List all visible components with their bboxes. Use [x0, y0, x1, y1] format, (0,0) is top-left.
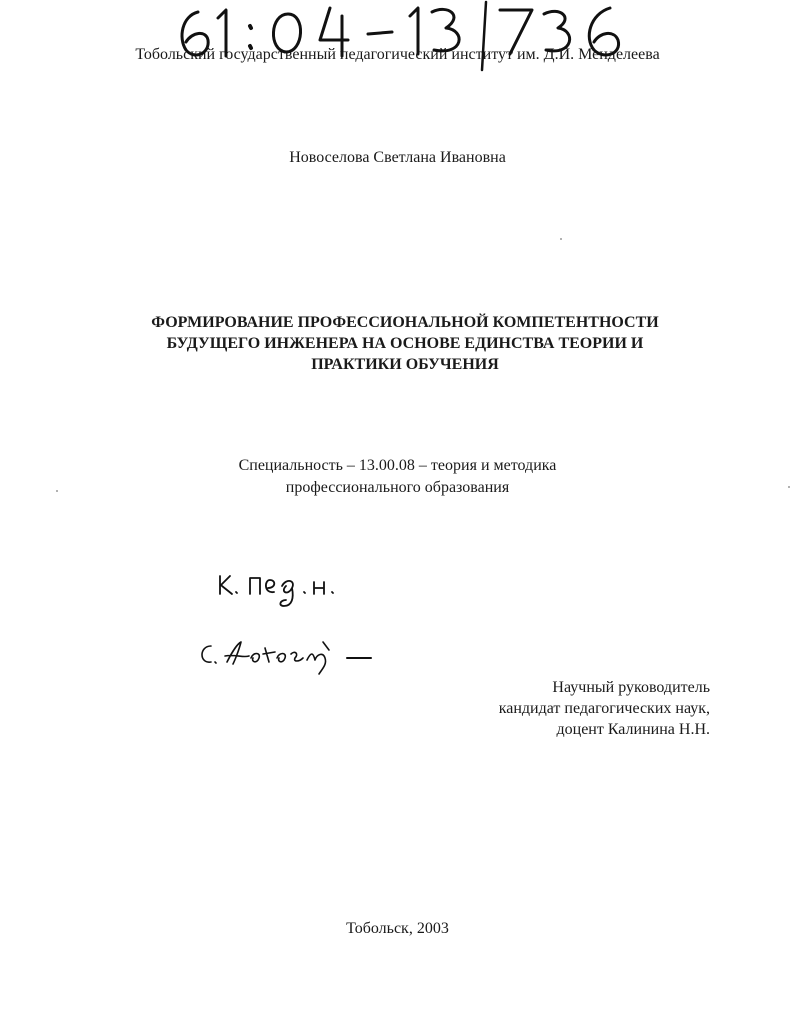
- archive-number-stamp: [170, 0, 640, 74]
- handwritten-signature: [195, 630, 385, 680]
- author-name: Новоселова Светлана Ивановна: [289, 149, 506, 166]
- scan-speck: [56, 490, 58, 492]
- signature-scribble: [195, 630, 385, 680]
- specialty: [0, 455, 795, 499]
- scan-speck: [560, 238, 562, 240]
- handwritten-degree-note: [210, 562, 350, 612]
- title-line: ФОРМИРОВАНИЕ ПРОФЕССИОНАЛЬНОЙ КОМПЕТЕНТНОСТИ: [151, 314, 659, 331]
- city-year: Тобольск, 2003: [346, 920, 449, 937]
- supervisor-degree: кандидат педагогических наук,: [498, 700, 710, 717]
- institution-name: Тобольский государственный педагогический институт им. Д.И. Менделеева: [135, 46, 660, 63]
- title-line: БУДУЩЕГО ИНЖЕНЕРА НА ОСНОВЕ ЕДИНСТВА ТЕОРИИ И: [166, 335, 644, 352]
- supervisor-name: доцент Калинина Н.Н.: [556, 721, 710, 738]
- archive-number-handwritten: [170, 0, 640, 74]
- supervisor-role: Научный руководитель: [552, 679, 710, 696]
- scan-speck: [788, 486, 790, 488]
- handwritten-degree-scribble: [210, 562, 350, 612]
- specialty-line-2: профессионального образования: [285, 479, 510, 496]
- title-line: ПРАКТИКИ ОБУЧЕНИЯ: [311, 356, 499, 373]
- specialty-line-1: Специальность – 13.00.08 – теория и методика: [238, 457, 557, 474]
- supervisor-block: [430, 677, 710, 740]
- dissertation-title: [90, 312, 720, 375]
